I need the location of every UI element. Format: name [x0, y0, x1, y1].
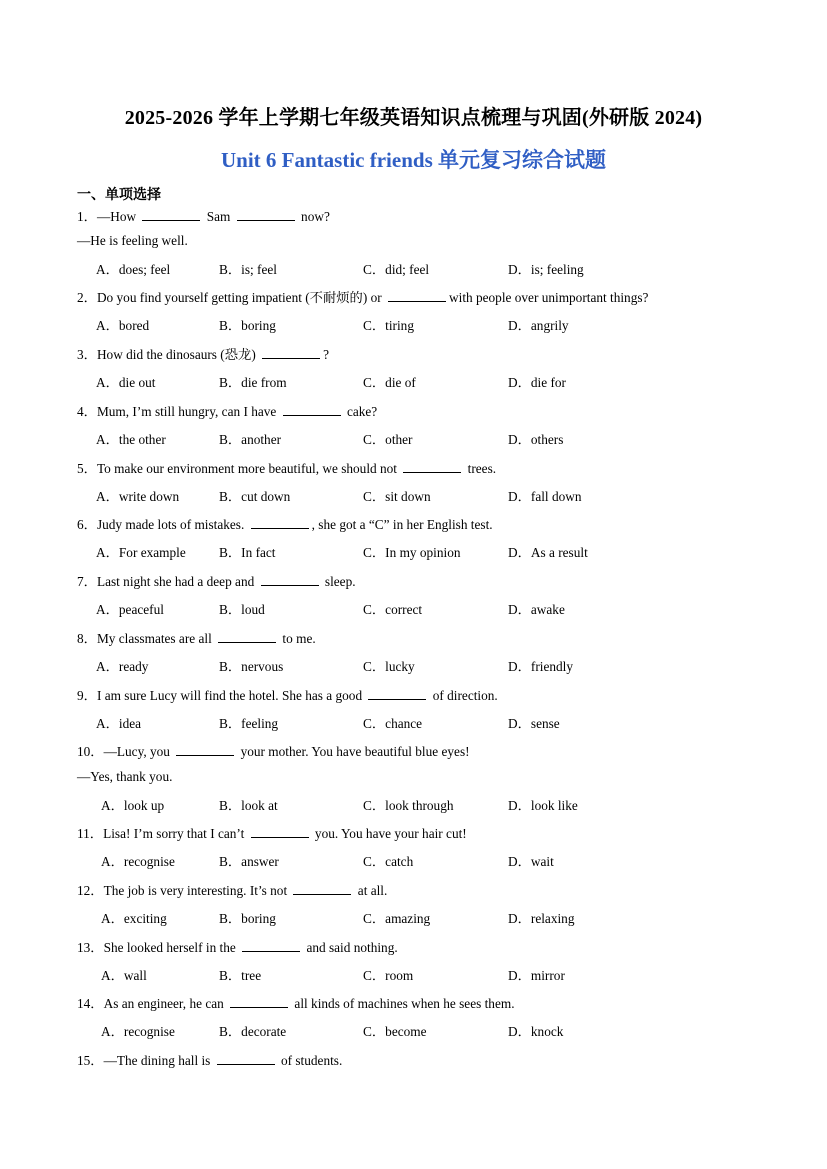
question-7 — [77, 571, 356, 590]
question-number: 13． — [77, 940, 104, 955]
option-a[interactable]: A．idea — [96, 716, 142, 731]
question-text: all kinds of machines when he sees them. — [291, 996, 515, 1011]
answer-blank[interactable] — [251, 827, 309, 838]
option-d[interactable]: D．awake — [508, 602, 565, 617]
option-c[interactable]: C．die of — [363, 375, 416, 390]
option-b[interactable]: B．answer — [219, 854, 279, 869]
dialogue-reply: —Yes, thank you. — [77, 769, 173, 784]
option-c[interactable]: C．tiring — [363, 318, 414, 333]
option-c[interactable]: C．did; feel — [363, 262, 430, 277]
answer-blank[interactable] — [403, 462, 461, 473]
option-d[interactable]: D．mirror — [508, 968, 565, 983]
option-d[interactable]: D．sense — [508, 716, 560, 731]
option-b[interactable]: B．boring — [219, 911, 276, 926]
question-number: 6． — [77, 517, 97, 532]
question-text: Sam — [203, 209, 234, 224]
question-number: 9． — [77, 688, 97, 703]
answer-blank[interactable] — [283, 405, 341, 416]
option-b[interactable]: B．nervous — [219, 659, 284, 674]
option-c[interactable]: C．other — [363, 432, 413, 447]
page-subtitle: Unit 6 Fantastic friends 单元复习综合试题 — [221, 148, 606, 172]
question-8 — [77, 628, 316, 647]
question-number: 2． — [77, 290, 97, 305]
option-d[interactable]: D．fall down — [508, 489, 582, 504]
question-number: 4． — [77, 404, 97, 419]
option-d[interactable]: D．others — [508, 432, 564, 447]
option-b[interactable]: B．In fact — [219, 545, 276, 560]
question-number: 14． — [77, 996, 104, 1011]
option-a[interactable]: A．does; feel — [96, 262, 171, 277]
option-c[interactable]: C．catch — [363, 854, 414, 869]
option-d[interactable]: D．look like — [508, 798, 578, 813]
option-c[interactable]: C．look through — [363, 798, 454, 813]
option-a[interactable]: A．the other — [96, 432, 166, 447]
question-text: Do you find yourself getting impatient (不耐烦的) or — [96, 290, 386, 305]
question-1 — [77, 206, 330, 225]
answer-blank[interactable] — [237, 210, 295, 221]
question-number: 15． — [77, 1053, 104, 1068]
option-d[interactable]: D．wait — [508, 854, 554, 869]
question-number: 3． — [77, 347, 97, 362]
question-number: 11． — [77, 826, 104, 841]
question-15 — [77, 1050, 342, 1069]
option-b[interactable]: B．another — [219, 432, 282, 447]
question-number: 7． — [77, 574, 97, 589]
question-10 — [77, 741, 470, 760]
page-title: 2025-2026 学年上学期七年级英语知识点梳理与巩固(外研版 2024) — [124, 107, 703, 129]
question-number: 5． — [77, 461, 97, 476]
option-d[interactable]: D．relaxing — [508, 911, 575, 926]
option-a[interactable]: A．write down — [96, 489, 180, 504]
answer-blank[interactable] — [251, 518, 309, 529]
option-b[interactable]: B．tree — [219, 968, 262, 983]
question-14 — [77, 993, 515, 1012]
option-b[interactable]: B．feeling — [219, 716, 279, 731]
question-text: trees. — [464, 461, 497, 476]
option-c[interactable]: C．sit down — [363, 489, 431, 504]
question-2 — [77, 287, 648, 306]
option-d[interactable]: D．knock — [508, 1024, 564, 1039]
question-text: Last night she had a deep and — [96, 574, 258, 589]
question-text: Mum, I’m still hungry, can I have — [96, 404, 280, 419]
question-text: —Lucy, you — [103, 744, 174, 759]
answer-blank[interactable] — [217, 1054, 275, 1065]
question-6 — [77, 514, 493, 533]
question-text: your mother. You have beautiful blue eyes! — [237, 744, 470, 759]
question-text: to me. — [279, 631, 316, 646]
question-3 — [77, 344, 329, 363]
question-text: —How — [96, 209, 140, 224]
option-c[interactable]: C．lucky — [363, 659, 415, 674]
answer-blank[interactable] — [388, 291, 446, 302]
question-text: She looked herself in the — [103, 940, 240, 955]
option-c[interactable]: C．amazing — [363, 911, 431, 926]
question-number: 1． — [77, 209, 97, 224]
option-a[interactable]: A．exciting — [101, 911, 167, 926]
option-a[interactable]: A．wall — [101, 968, 147, 983]
option-a[interactable]: A．peaceful — [96, 602, 164, 617]
answer-blank[interactable] — [176, 745, 234, 756]
question-text: How did the dinosaurs (恐龙) — [96, 347, 260, 362]
question-text: Lisa! I’m sorry that I can’t — [103, 826, 248, 841]
option-a[interactable]: A．ready — [96, 659, 149, 674]
section-heading: 一、单项选择 — [77, 188, 161, 203]
question-text: I am sure Lucy will find the hotel. She has a good — [96, 688, 366, 703]
option-a[interactable]: A．look up — [101, 798, 165, 813]
question-11 — [77, 823, 467, 842]
question-text: now? — [297, 209, 330, 224]
question-number: 8． — [77, 631, 97, 646]
question-number: 10． — [77, 744, 104, 759]
option-c[interactable]: C．room — [363, 968, 414, 983]
answer-blank[interactable] — [368, 689, 426, 700]
question-text: Judy made lots of mistakes. — [96, 517, 248, 532]
answer-blank[interactable] — [218, 632, 276, 643]
answer-blank[interactable] — [242, 941, 300, 952]
question-text: you. You have your hair cut! — [311, 826, 467, 841]
question-text: of direction. — [429, 688, 498, 703]
answer-blank[interactable] — [142, 210, 200, 221]
question-text: As an engineer, he can — [103, 996, 228, 1011]
option-a[interactable]: A．recognise — [101, 854, 175, 869]
question-text: My classmates are all — [96, 631, 216, 646]
answer-blank[interactable] — [262, 348, 320, 359]
option-d[interactable]: D．As a result — [508, 545, 588, 560]
question-text: ? — [323, 347, 329, 362]
question-9 — [77, 685, 498, 704]
question-text: of students. — [277, 1053, 343, 1068]
answer-blank[interactable] — [230, 997, 288, 1008]
option-b[interactable]: B．loud — [219, 602, 265, 617]
question-text: cake? — [343, 404, 378, 419]
question-text: at all. — [354, 883, 388, 898]
option-b[interactable]: B．decorate — [219, 1024, 287, 1039]
question-12 — [77, 880, 387, 899]
option-b[interactable]: B．cut down — [219, 489, 291, 504]
question-text: —The dining hall is — [103, 1053, 214, 1068]
answer-blank[interactable] — [261, 575, 319, 586]
option-b[interactable]: B．boring — [219, 318, 276, 333]
option-c[interactable]: C．In my opinion — [363, 545, 461, 560]
option-b[interactable]: B．look at — [219, 798, 278, 813]
option-a[interactable]: A．For example — [96, 545, 186, 560]
question-text: The job is very interesting. It’s not — [103, 883, 291, 898]
question-13 — [77, 937, 398, 956]
question-number: 12． — [77, 883, 104, 898]
question-4 — [77, 401, 377, 420]
question-text: , she got a “C” in her English test. — [311, 517, 493, 532]
option-c[interactable]: C．become — [363, 1024, 427, 1039]
answer-blank[interactable] — [293, 884, 351, 895]
question-text: and said nothing. — [303, 940, 398, 955]
option-c[interactable]: C．chance — [363, 716, 423, 731]
option-a[interactable]: A．die out — [96, 375, 156, 390]
dialogue-reply: —He is feeling well. — [77, 233, 188, 248]
option-d[interactable]: D．is; feeling — [508, 262, 584, 277]
question-text: To make our environment more beautiful, we should not — [96, 461, 401, 476]
option-a[interactable]: A．recognise — [101, 1024, 175, 1039]
question-text: with people over unimportant things? — [449, 290, 649, 305]
question-text: sleep. — [321, 574, 356, 589]
option-b[interactable]: B．is; feel — [219, 262, 277, 277]
question-5 — [77, 458, 496, 477]
option-d[interactable]: D．friendly — [508, 659, 573, 674]
option-b[interactable]: B．die from — [219, 375, 287, 390]
option-d[interactable]: D．angrily — [508, 318, 569, 333]
option-c[interactable]: C．correct — [363, 602, 423, 617]
option-a[interactable]: A．bored — [96, 318, 150, 333]
option-d[interactable]: D．die for — [508, 375, 566, 390]
